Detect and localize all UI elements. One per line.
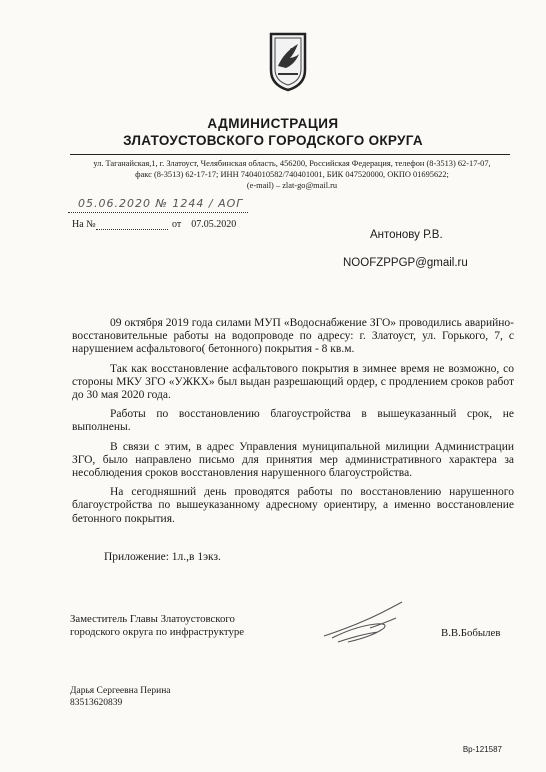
paragraph-4: В связи с этим, в адрес Управления муниципальной милиции Администрации ЗГО, было направлено письмо для принятия мер административного характера за несоблюдения сроков восстановления нарушенного благоустройства. <box>72 440 514 480</box>
signer-position-line2: городского округа по инфраструктуре <box>70 626 245 638</box>
executor-block <box>70 685 171 709</box>
reference-date <box>172 219 236 230</box>
address-line-3: (e-mail) – zlat-go@mail.ru <box>246 181 338 190</box>
reference-date-label: от <box>172 219 182 230</box>
org-title-line1: АДМИНИСТРАЦИЯ <box>207 116 339 131</box>
handwritten-registration-number: 05.06.2020 № 1244 / АОГ <box>78 197 244 210</box>
recipient-email: NOOFZPPGP@gmail.ru <box>343 257 468 269</box>
address-line-2: факс (8-3513) 62-17-17; ИНН 7404010582/740401001, БИК 047520000, ОКПО 01695622; <box>135 170 449 179</box>
registration-dotted-line <box>68 212 248 213</box>
org-title-line2: ЗЛАТОУСТОВСКОГО ГОРОДСКОГО ОКРУГА <box>123 133 423 148</box>
paragraph-2: Так как восстановление асфальтового покрытия в зимнее время не возможно, со стороны МКУ ЗГО «УЖКХ» был выдан разрешающий ордер, с продлением сроков работ до 30 мая 2020 года. <box>72 362 514 402</box>
reference-date-value: 07.05.2020 <box>191 219 237 230</box>
executor-name: Дарья Сергеевна Перина <box>70 686 171 696</box>
org-address-block <box>66 158 518 191</box>
paragraph-1: 09 октября 2019 года силами МУП «Водоснабжение ЗГО» проводились аварийно-восстановительные работы на водопроводе по адресу: г. Златоуст, ул. Горького, 7, с нарушением асфальтового( бетонного) покрытия - 8 кв.м. <box>72 317 514 356</box>
executor-phone: 83513620839 <box>70 698 123 708</box>
reference-number-label: На № <box>72 219 96 230</box>
letter-body <box>72 317 514 532</box>
signer-position-line1: Заместитель Главы Златоустовского <box>70 613 235 625</box>
city-crest-icon <box>268 30 308 92</box>
paragraph-3: Работы по восстановлению благоустройства в вышеуказанный срок, не выполнены. <box>72 408 514 434</box>
signer-name: В.В.Бобылев <box>441 627 501 639</box>
signer-position <box>70 613 244 639</box>
paragraph-5: На сегодняшний день проводятся работы по восстановлению нарушенного благоустройства по вышеуказанному адресному ориентиру, а именно восстановление бетонного покрытия. <box>72 486 514 525</box>
recipient-name: Антонову Р.В. <box>370 229 443 241</box>
reference-dotted-line <box>96 229 168 230</box>
attachment-note: Приложение: 1л.,в 1экз. <box>104 551 221 563</box>
header-divider <box>70 154 510 155</box>
address-line-1: ул. Таганайская,1, г. Златоуст, Челябинская область, 456200, Российская Федерация, телефон (8-3513) 62-17-07, <box>93 159 491 168</box>
handwritten-signature-icon <box>318 598 410 646</box>
document-code: Вр-121587 <box>462 745 502 754</box>
